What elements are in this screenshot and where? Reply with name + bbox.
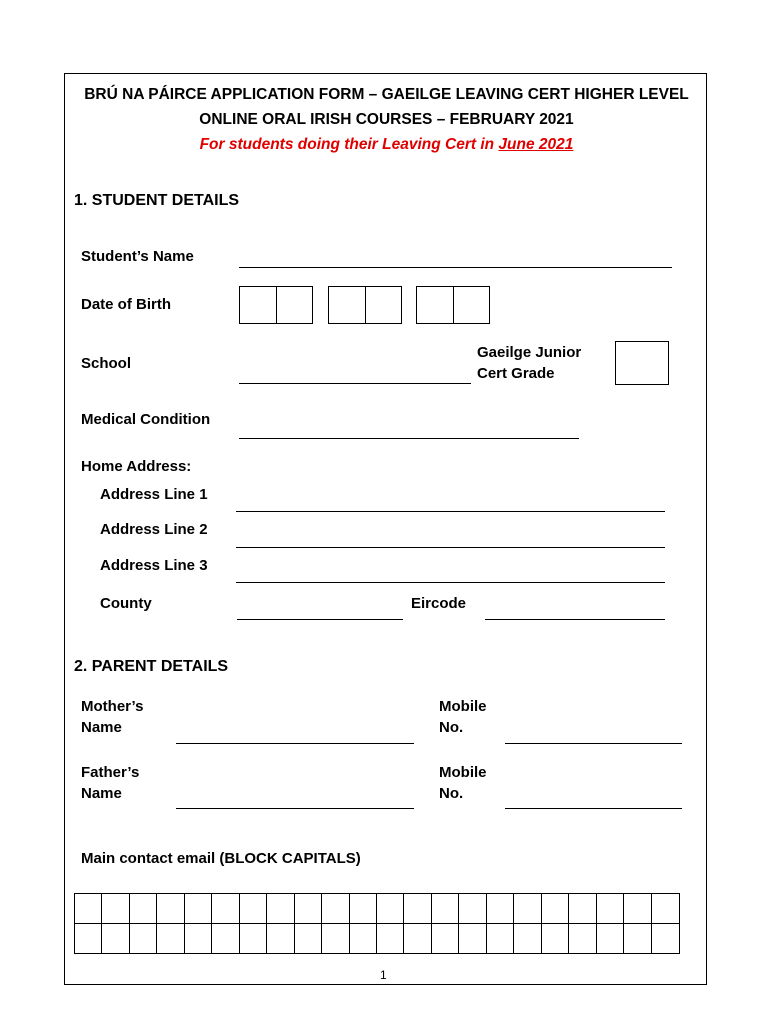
dob-month-digit[interactable] [329, 287, 365, 323]
mother-label-line1: Mother’s [81, 698, 144, 715]
address-line2-label: Address Line 2 [100, 521, 208, 538]
address-line3-label: Address Line 3 [100, 557, 208, 574]
email-char-box[interactable] [102, 924, 129, 954]
email-char-box[interactable] [487, 894, 514, 924]
email-char-box[interactable] [542, 894, 569, 924]
mother-label-line2: Name [81, 719, 122, 736]
email-char-box[interactable] [432, 924, 459, 954]
email-char-box[interactable] [404, 894, 431, 924]
mother-mobile-label-line2: No. [439, 719, 464, 736]
subtitle-prefix: For students doing their Leaving Cert in [199, 136, 499, 153]
county-label: County [100, 595, 152, 612]
mother-mobile-label-line1: Mobile [439, 698, 487, 715]
father-name-field[interactable] [176, 808, 414, 809]
email-label: Main contact email (BLOCK CAPITALS) [81, 850, 361, 867]
address-line2-field[interactable] [236, 547, 665, 548]
student-name-field[interactable] [239, 267, 672, 268]
parent-details-heading: 2. PARENT DETAILS [74, 658, 229, 675]
email-char-box[interactable] [130, 894, 157, 924]
email-char-box[interactable] [377, 924, 404, 954]
dob-year-boxes[interactable] [416, 286, 490, 324]
email-char-box[interactable] [514, 924, 541, 954]
email-char-box[interactable] [377, 894, 404, 924]
medical-condition-label: Medical Condition [81, 411, 211, 428]
email-char-box[interactable] [157, 894, 184, 924]
school-field[interactable] [239, 383, 471, 384]
home-address-label: Home Address: [81, 458, 192, 475]
father-mobile-label-line1: Mobile [439, 764, 487, 781]
email-char-box[interactable] [322, 894, 349, 924]
email-char-box[interactable] [459, 894, 486, 924]
email-char-box[interactable] [267, 894, 294, 924]
student-name-label: Student’s Name [81, 248, 194, 265]
mother-mobile-field[interactable] [505, 743, 682, 744]
email-char-box[interactable] [624, 894, 651, 924]
email-char-box[interactable] [295, 924, 322, 954]
email-char-box[interactable] [295, 894, 322, 924]
form-page [64, 73, 707, 985]
email-char-box[interactable] [350, 894, 377, 924]
dob-day-digit[interactable] [276, 287, 312, 323]
junior-cert-label-line2: Cert Grade [477, 365, 555, 382]
email-char-box[interactable] [157, 924, 184, 954]
dob-month-boxes[interactable] [328, 286, 402, 324]
student-details-heading: 1. STUDENT DETAILS [74, 192, 240, 209]
email-char-box[interactable] [185, 894, 212, 924]
email-char-box[interactable] [212, 894, 239, 924]
form-title-line1: BRÚ NA PÁIRCE APPLICATION FORM – GAEILGE LEAVING CERT HIGHER LEVEL [84, 86, 689, 103]
medical-condition-field[interactable] [239, 438, 579, 439]
dob-year-digit[interactable] [453, 287, 489, 323]
email-character-grid[interactable] [74, 893, 680, 954]
email-char-box[interactable] [514, 894, 541, 924]
email-char-box[interactable] [487, 924, 514, 954]
eircode-label: Eircode [411, 595, 467, 612]
father-label-line2: Name [81, 785, 122, 802]
county-field[interactable] [237, 619, 403, 620]
email-char-box[interactable] [322, 924, 349, 954]
email-char-box[interactable] [432, 894, 459, 924]
eircode-field[interactable] [485, 619, 665, 620]
email-char-box[interactable] [542, 924, 569, 954]
junior-cert-label-line1: Gaeilge Junior [477, 344, 582, 361]
email-char-box[interactable] [102, 894, 129, 924]
address-line3-field[interactable] [236, 582, 665, 583]
email-char-box[interactable] [652, 894, 679, 924]
email-char-box[interactable] [212, 924, 239, 954]
email-char-box[interactable] [404, 924, 431, 954]
email-char-box[interactable] [569, 894, 596, 924]
dob-day-digit[interactable] [240, 287, 276, 323]
dob-label: Date of Birth [81, 296, 171, 313]
email-char-box[interactable] [459, 924, 486, 954]
email-char-box[interactable] [130, 924, 157, 954]
email-char-box[interactable] [75, 924, 102, 954]
email-char-box[interactable] [624, 924, 651, 954]
email-char-box[interactable] [75, 894, 102, 924]
email-char-box[interactable] [597, 924, 624, 954]
email-char-box[interactable] [267, 924, 294, 954]
father-mobile-label-line2: No. [439, 785, 464, 802]
address-line1-label: Address Line 1 [100, 486, 208, 503]
form-title-line2: ONLINE ORAL IRISH COURSES – FEBRUARY 2021 [199, 111, 574, 128]
school-label: School [81, 355, 132, 372]
junior-cert-grade-box[interactable] [615, 341, 669, 385]
subtitle-date: June 2021 [498, 136, 574, 153]
dob-month-digit[interactable] [365, 287, 401, 323]
father-label-line1: Father’s [81, 764, 140, 781]
dob-year-digit[interactable] [417, 287, 453, 323]
email-char-box[interactable] [569, 924, 596, 954]
form-subtitle [65, 136, 708, 154]
father-mobile-field[interactable] [505, 808, 682, 809]
email-char-box[interactable] [652, 924, 679, 954]
email-char-box[interactable] [350, 924, 377, 954]
mother-name-field[interactable] [176, 743, 414, 744]
email-char-box[interactable] [185, 924, 212, 954]
address-line1-field[interactable] [236, 511, 665, 512]
email-char-box[interactable] [240, 894, 267, 924]
dob-day-boxes[interactable] [239, 286, 313, 324]
email-char-box[interactable] [240, 924, 267, 954]
page-number: 1 [380, 968, 387, 982]
email-char-box[interactable] [597, 894, 624, 924]
